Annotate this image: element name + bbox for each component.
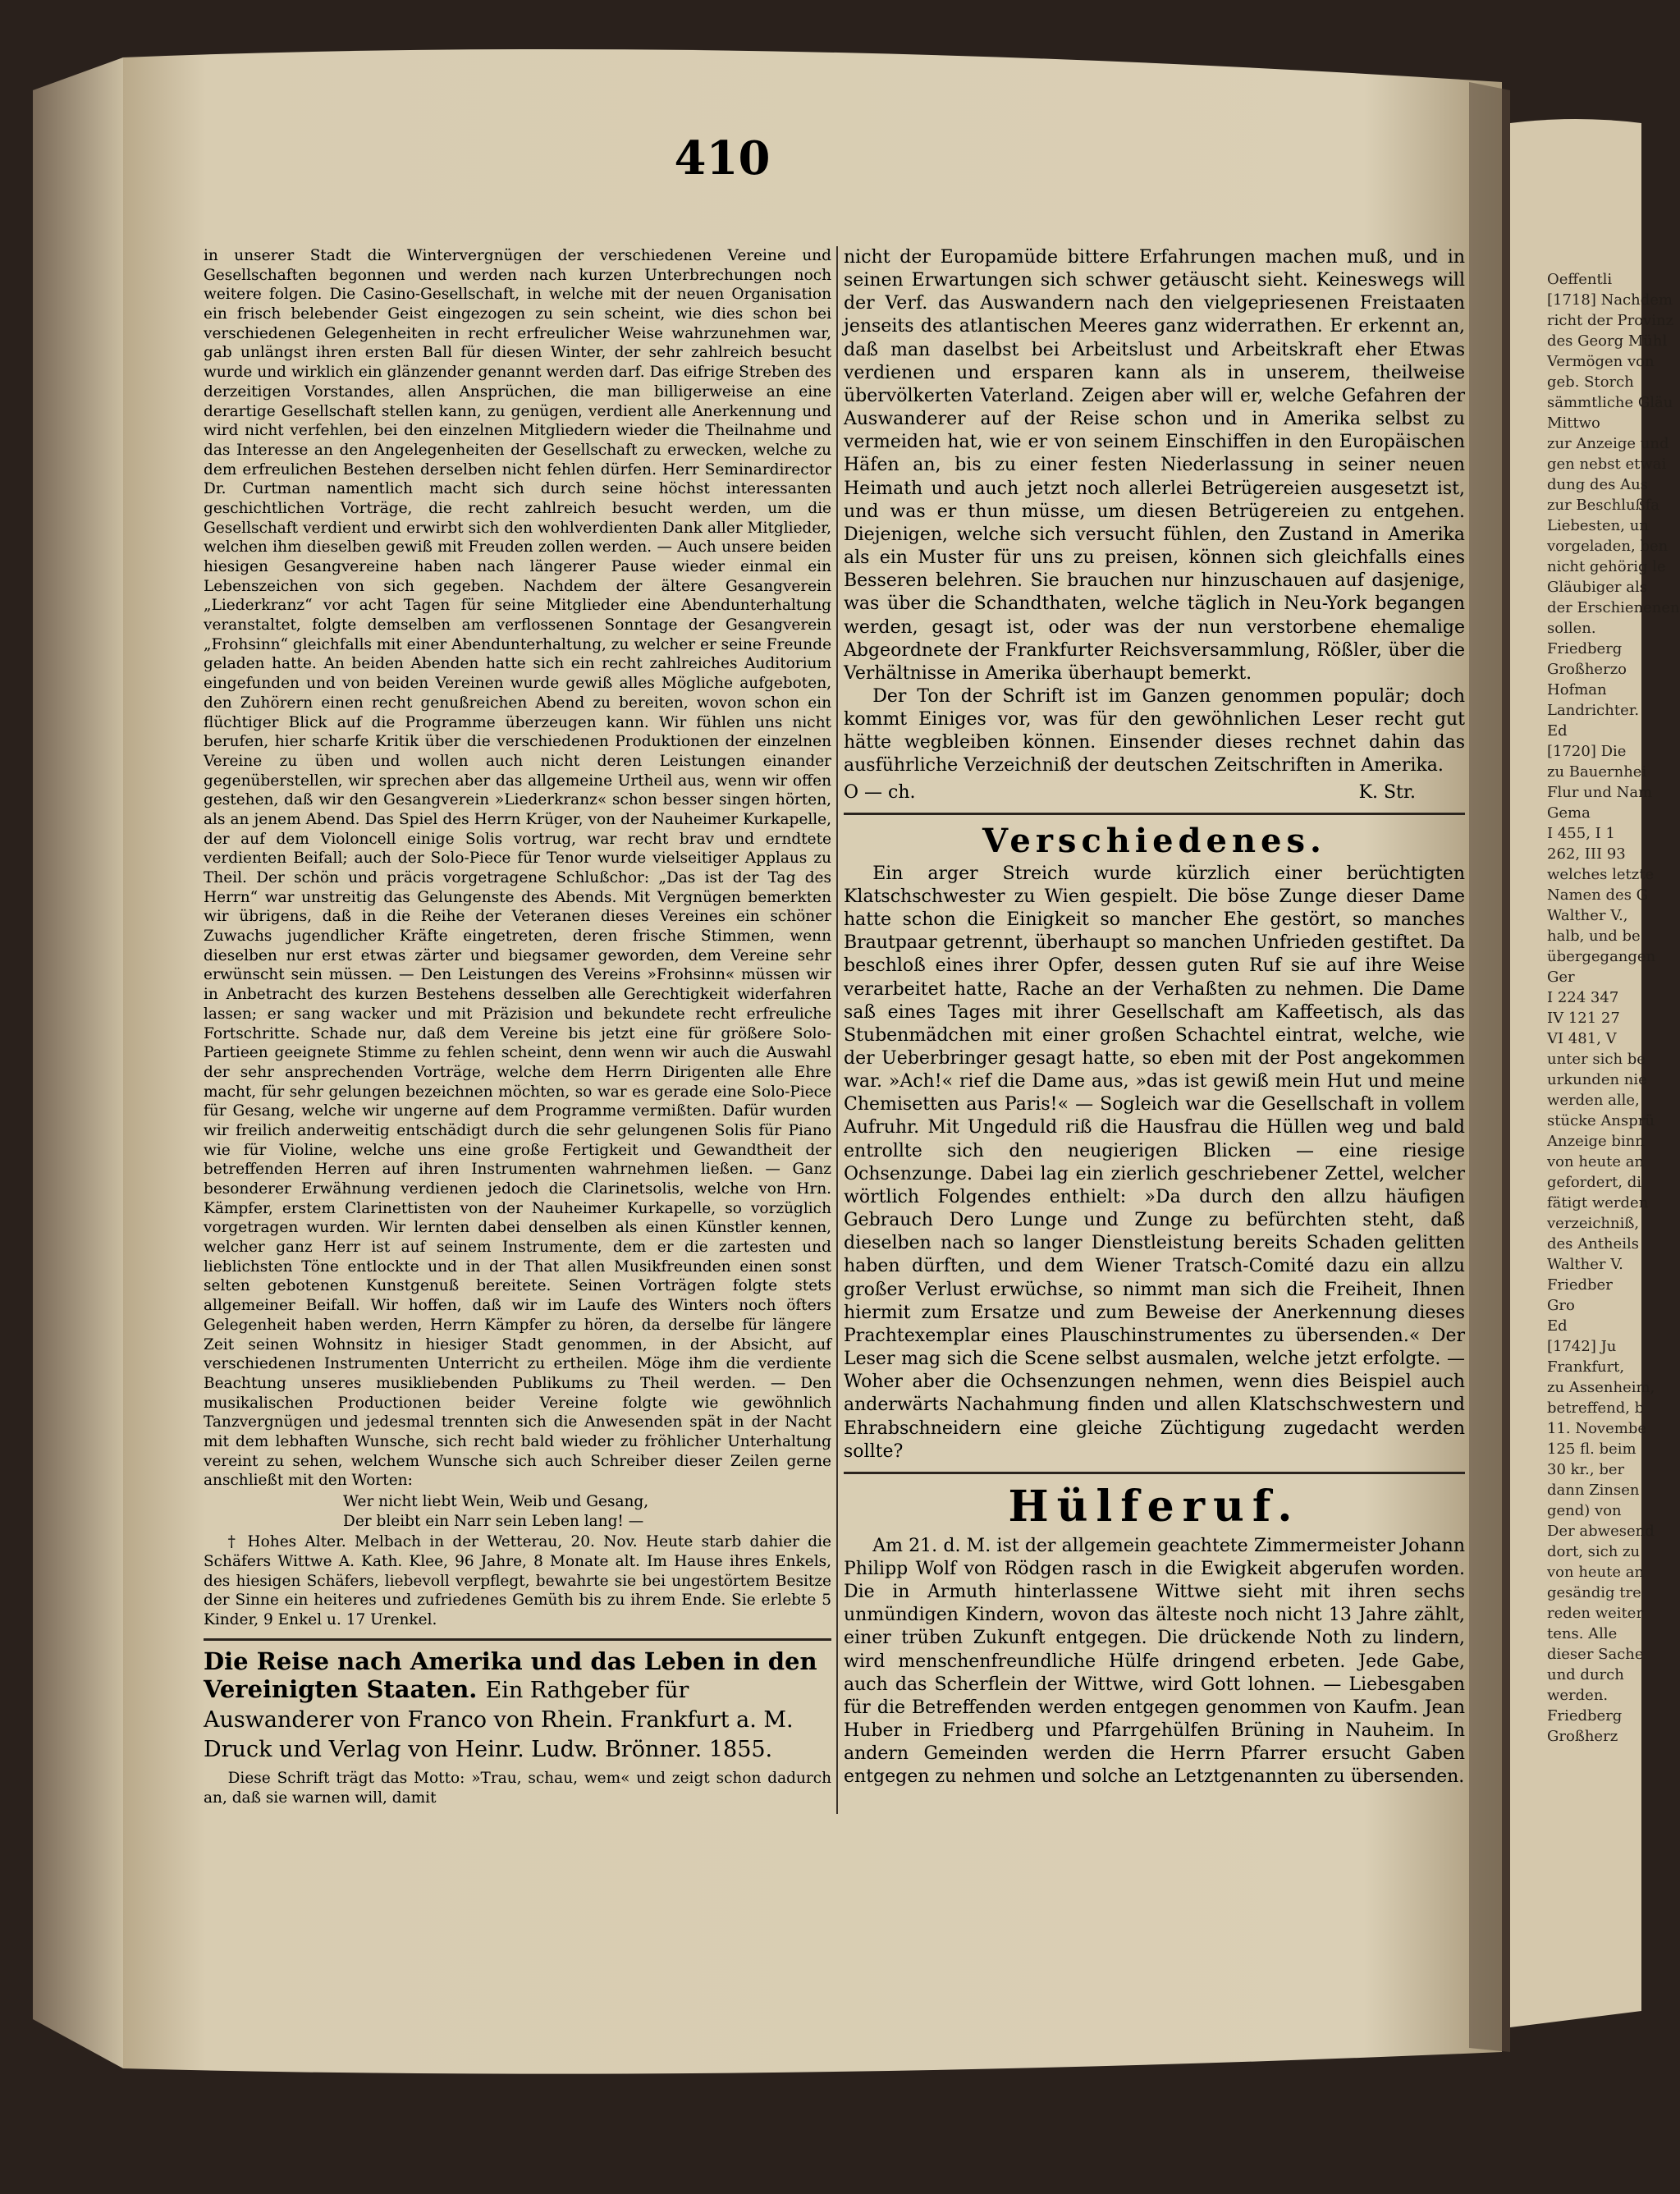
article-paragraph: in unserer Stadt die Wintervergnügen der verschiedenen Vereine und Gesellschaften begonnen und werden nach kurzen Unterbrechungen noch weitere folgen. Die Casino-Gesellschaft, in welche mit der neuen Organisation ein frisch belebender Geist eingezogen zu sein scheint, wie dies schon bei verschiedenen Gelegenheiten in recht erfreulicher Weise wahrzunehmen war, gab unlängst ihren ersten Ball für diesen Winter, der sehr zahlreich besucht wurde und wirklich ein glänzender genannt werden darf. Das eifrige Streben des derzeitigen Vorstandes, allen Ansprüchen, die man billigerweise an eine derartige Gesellschaft stellen kann, zu genügen, verdient alle Anerkennung und wird nicht verfehlen, bei den einzelnen Mitgliedern wieder die Theilnahme und das Interesse an den Angelegenheiten der Gesellschaft zu erwecken, welche zu dem erfreulichen Bestehen derselben nicht fehlen dürfen. Herr Seminardirector Dr. Curtman namentlich macht sich durch seine höchst interessanten geschichtlichen Vorträge, die recht zahlreich besucht werden, um die Gesellschaft verdient und erwirbt sich den wohlverdienten Dank aller Mitglieder, welchen ihm dieselben gewiß mit Freuden zollen werden. — Auch unsere beiden hiesigen Gesangvereine haben nach längerer Pause wieder einmal ein Lebenszeichen von sich gegeben. Nachdem der ältere Gesangverein „Liederkranz“ vor acht Tagen für seine Mitglieder eine Abendunterhaltung veranstaltet, folgte demselben am verflossenen Sonntage der Gesangverein „Frohsinn“ gleichfalls mit einer Abendunterhaltung, zu welcher er seine Freunde geladen hatte. An beiden Abenden hatte sich ein recht zahlreiches Auditorium eingefunden und von beiden Vereinen wurde gewiß alles Mögliche aufgeboten, den Zuhörern einen recht genußreichen Abend zu bereiten, wovon schon ein flüchtiger Blick auf die Programme überzeugen kann. Wir fühlen uns nicht berufen, hier scharfe Kritik über die verschiedenen Produktionen der einzelnen Vereine zu üben und wollen auch nicht deren Leistungen einander gegenüberstellen, wir sprechen aber das allgemeine Urtheil aus, wenn wir offen gestehen, daß wir den Gesangverein »Liederkranz« schon besser singen hörten, als an jenem Abend. Das Spiel des Herrn Krüger, von der Nauheimer Kurkapelle, der auf dem Violoncell einige Solis vortrug, war recht brav und erndtete verdienten Beifall; auch der Solo-Piece für Tenor wurde vielseitiger Applaus zu Theil. Der schön und präcis vorgetragene Schlußchor: „Das ist der Tag des Herrn“ war unstreitig das Gelungenste des Abends. Mit Vergnügen bemerkten wir übrigens, daß in die Reihe der Veteranen dieses Vereines ein schöner Zuwachs jugendlicher Kräfte eingetreten, deren frische Stimmen, wenn dieselben nur erst etwas zärter und biegsamer geworden, dem Vereine sehr erwünscht sein müssen. — Den Leistungen des Vereins »Frohsinn« müssen wir in Anbetracht des kurzen Bestehens desselben alle Gerechtigkeit widerfahren lassen; er sang wacker und mit Präzision und bekundete recht erfreuliche Fortschritte. Schade nur, daß dem Vereine bis jetzt eine für größere Solo-Partieen geeignete Stimme zu fehlen scheint, denn wenn wir auch die Auswahl der sehr ansprechenden Vorträge, welche dem Herrn Dirigenten alle Ehre macht, für sehr gelungen bezeichnen möchten, so war es gerade eine Solo-Piece für Gesang, welche wir ungerne auf dem Programme vermißten. Dafür wurden wir freilich anderweitig entschädigt durch die sehr gelungenen Solis für Piano wie für Violine, welche uns eine große Fertigkeit und Gewandtheit der betreffenden Herren auf ihren Instrumenten wahrnehmen ließen. — Ganz besonderer Erwähnung verdienen jedoch die Clarinetsolis, welche von Hrn. Kämpfer, erstem Clarinettisten von der Nauheimer Kurkapelle, so vorzüglich vorgetragen wurden. Wir lernten dabei denselben als einen Künstler kennen, welcher ganz Herr ist auf seinem Instrumente, dem er die zartesten und lieblichsten Töne entlockte und in der That allen Musikfreunden einen sonst selten gebotenen Kunstgenuß bereitete. Seinen Vorträgen folgte stets allgemeiner Beifall. Wir hoffen, daß wir im Laufe des Winters noch öfters Gelegenheit haben werden, Herrn Kämpfer zu hören, da derselbe für längere Zeit seinen Wohnsitz in hiesiger Stadt genommen, in der Absicht, auf verschiedenen Instrumenten Unterricht zu ertheilen. Möge ihm die verdiente Beachtung unseres musikliebenden Publikums zu Theil werden. — Den musikalischen Productionen beider Vereine folgte wie gewöhnlich Tanzvergnügen und jedesmal trennten sich die Anwesenden spät in der Nacht mit dem lebhaften Wunsche, sich recht bald wieder zu fröhlicher Unterhaltung vereint zu sehen, welchem Wunsche sich auch Schreiber dieser Zeilen gerne anschließt mit den Worten: [204,247,832,1490]
next-page-line: gesändig tre [1547,1584,1641,1601]
next-page-line: reden weiter [1547,1605,1644,1622]
book-publication-info: Ein Rathgeber für Auswanderer von Franco von Rhein. Frankfurt a. M. Druck und Verlag von Heinr. Ludw. Brönner. 1855. [204,1677,794,1762]
next-page-line: halb, und be [1547,928,1641,945]
next-page-line: gen nebst etwai [1547,456,1667,473]
next-page-line: [1742] Ju [1547,1338,1617,1355]
next-page-line: welches letzte [1547,866,1655,883]
next-page-line: Liebesten, un [1547,517,1649,534]
next-page-line: I 455, I 1 [1547,825,1615,842]
next-page-line: Anzeige binn [1547,1133,1645,1150]
next-page-line: des Antheils [1547,1235,1639,1253]
next-page-line: 262, III 93 [1547,845,1626,863]
poem [204,1492,831,1531]
heading-miscellaneous: Verschiedenes. [982,821,1326,860]
next-page-line: Gema [1547,804,1591,822]
next-page-line: des Georg Mühl [1547,332,1668,350]
obituary-notice: † Hohes Alter. Melbach in der Wetterau, 20. Nov. Heute starb dahier die Schäfers Wittwe A. Kath. Klee, 96 Jahre, 8 Monate alt. Im Hause ihres Enkels, des hiesigen Schäfers, liebevoll verpflegt, bewahrte sie bei ungestörtem Besitze der Sinne ein heiteres und zufriedenes Gemüth bis zu ihrem Ende. Sie erlebte 5 Kinder, 9 Enkel u. 17 Urenkel. [204,1533,831,1629]
heading-call-for-help: Hülferuf. [1008,1481,1301,1532]
next-page-line: Walther V., [1547,907,1628,924]
next-page-line: sämmtliche Gläu [1547,394,1673,411]
page-number: 410 [674,131,771,186]
next-page-line: dort, sich zu [1547,1543,1641,1560]
next-page-line: tens. Alle [1547,1625,1618,1642]
next-page-line: stücke Ansprü [1547,1112,1655,1129]
next-page-line: und durch [1547,1666,1624,1683]
next-page-line: Frankfurt, [1547,1358,1625,1376]
next-page-line: Friedberg [1547,1707,1623,1725]
next-page-line: gefordert, di [1547,1174,1642,1191]
column-divider [836,246,838,1814]
next-page-line: werden. [1547,1687,1609,1704]
next-page-line: [1720] Die [1547,743,1627,760]
next-page-line: Friedberg [1547,640,1623,657]
poem-line-1: Wer nicht liebt Wein, Weib und Gesang, [343,1493,649,1510]
right-column [844,246,1465,1789]
section-rule [204,1638,831,1641]
review-text-continued: nicht der Europamüde bittere Erfahrungen machen muß, und in seinen Erwartungen sich schwer getäuscht sieht. Keineswegs will der Verf. das Auswandern nach den vielgepriesenen Freistaaten jenseits des atlantischen Meeres ganz widerrathen. Er erkennt an, daß man daselbst bei Arbeitslust und Arbeitskraft eher Etwas verdienen und ersparen kann als in unserem, theilweise übervölkerten Vaterland. Zeigen aber will er, welche Gefahren der Auswanderer auf der Reise schon und in Amerika selbst zu vermeiden hat, wie er von seinem Einschiffen in den Europäischen Häfen an, bis zu einer festen Niederlassung in seiner neuen Heimath und auch jetzt noch allerlei Betrügereien ausgesetzt ist, und was er thun müsse, um diesen Betrügereien zu entgehen. Diejenigen, welche sich versucht fühlen, den Zustand in Amerika als ein Muster für uns zu preisen, können sich gleichfalls eines Besseren belehren. Sie brauchen nur hinzuschauen auf dasjenige, was über die Schandthaten, welche täglich in Neu-York begangen werden, gesagt ist, oder was der nun verstorbene ehemalige Abgeordnete der Frankfurter Reichsversammlung, Rößler, über die Verhältnisse in Amerika überhaupt bemerkt. [844,247,1465,684]
next-page-line: werden alle, [1547,1092,1640,1109]
next-page-line: Flur und Nam [1547,784,1653,801]
next-page-line: 11. Novembe [1547,1420,1646,1437]
poem-line-2: Der bleibt ein Narr sein Leben lang! — [343,1512,644,1530]
review-signatures [844,781,1465,804]
next-page-line: Ed [1547,1317,1568,1335]
next-page-line: geb. Storch [1547,373,1634,391]
next-page-line: Gläubiger als [1547,579,1647,596]
next-page-line: Namen des G [1547,886,1649,904]
signature-left: O — ch. [844,781,916,803]
next-page-line: von heute an [1547,1564,1645,1581]
next-page-line: IV 121 27 [1547,1010,1620,1027]
next-page-line: I 224 347 [1547,989,1619,1006]
next-page-line: zur Anzeige und [1547,435,1669,452]
book-review-header [204,1647,831,1764]
next-page-line: unter sich be [1547,1051,1646,1068]
next-page-line: übergegangen [1547,948,1656,965]
next-page-line: 30 kr., ber [1547,1461,1625,1478]
next-page-line: dieser Sache [1547,1646,1644,1663]
next-page-line: von heute an [1547,1153,1645,1170]
next-page-line: Der abwesend [1547,1523,1655,1540]
next-page-line: Gro [1547,1297,1575,1314]
next-page-line: Vermögen von [1547,353,1655,370]
next-page-line: Walther V. [1547,1256,1623,1273]
next-page-line: fätigt werden [1547,1194,1649,1212]
next-page-line: [1718] Nachdem [1547,291,1673,309]
book-title: Die Reise nach Amerika und das Leben in den Vereinigten Staaten. [204,1647,817,1703]
next-page-line: urkunden nie [1547,1071,1647,1088]
gutter-shadow [1469,82,1510,2052]
next-page-line: zur Beschlußfa [1547,497,1659,514]
next-page-line: Landrichter. [1547,702,1640,719]
next-page-line: nicht gehörig le [1547,558,1666,575]
next-page-line: Ed [1547,722,1568,740]
section-rule [844,1472,1465,1474]
next-page-line: zu Assenheim, [1547,1379,1655,1396]
next-page-line: gend) von [1547,1502,1622,1519]
next-page-line: richt der Provinz [1547,312,1674,329]
left-page-edges [33,57,123,2068]
next-page-line: Großherzo [1547,661,1627,678]
next-page-line: Ger [1547,969,1575,986]
next-page-line: zu Bauernhei [1547,763,1647,781]
review-closing: Der Ton der Schrift ist im Ganzen genommen populär; doch kommt Einiges vor, was für den gewöhnlichen Leser recht gut hätte wegbleiben können. Einsender dieses rechnet dahin das ausführliche Verzeichniß der deutschen Zeitschriften in Amerika. [844,685,1465,776]
miscellaneous-text: Ein arger Streich wurde kürzlich einer berüchtigten Klatschschwester zu Wien gespielt. Die böse Zunge dieser Dame hatte schon die Einigkeit so mancher Ehe gestört, so manches Brautpaar getrennt, überhaupt so manchen Unfrieden gestiftet. Da beschloß eines ihrer Opfer, dessen guten Ruf sie auf ihre Weise verarbeitet hatte, Rache an der Verhaßten zu nehmen. Die Dame saß eines Tages mit ihrer Gesellschaft am Kaffeetisch, als das Stubenmädchen mit einer großen Schachtel eintrat, welche, wie der Ueberbringer gesagt hatte, so eben mit der Post angekommen war. »Ach!« rief die Dame aus, »das ist gewiß mein Hut und meine Chemisetten aus Paris!« — Sogleich war die Gesellschaft in vollem Aufruhr. Mit Ungeduld riß die Hausfrau die Hüllen weg und bald entrollte sich den neugierigen Blicken — eine riesige Ochsenzunge. Dabei lag ein zierlich geschriebener Zettel, welcher wörtlich Folgendes enthielt: »Da durch den allzu häufigen Gebrauch Dero Lunge und Zunge zu befürchten steht, daß dieselben nach so langer Dienstleistung bereits Schaden gelitten haben dürften, und dem Wiener Tratsch-Comité dazu ein allzu großer Verlust erwüchse, so nimmt man sich die Freiheit, Ihnen hiermit zum Ersatze und zum Beweise der Anerkennung dieses Prachtexemplar eines Plauschinstrumentes zu übersenden.« Der Leser mag sich die Scene selbst ausmalen, welche jetzt erfolgte. — Woher aber die Ochsenzungen nehmen, wenn dies Beispiel auch anderwärts Nachahmung finden und allen Klatschschwestern und Ehrabschneidern eine gleiche Züchtigung zugedacht werden sollte? [844,863,1465,1462]
section-rule [844,813,1465,815]
next-page-line: sollen. [1547,620,1596,637]
next-page-line: dann Zinsen [1547,1482,1640,1499]
next-page-line: Friedber [1547,1276,1613,1294]
next-page-line: Hofman [1547,681,1607,699]
next-page-line: vorgeladen, ben [1547,538,1669,555]
next-page-line: dung des Aus [1547,476,1648,493]
next-page-line: betreffend, b [1547,1399,1645,1417]
next-page-line: Großherz [1547,1728,1618,1745]
left-column [204,246,831,1807]
signature-right: K. Str. [1358,781,1416,803]
next-page-line: der Erschienenen [1547,599,1680,616]
next-page-line: Mittwo [1547,415,1600,432]
next-page-line: 125 fl. beim [1547,1441,1637,1458]
next-page-line: verzeichniß, [1547,1215,1640,1232]
next-page-line: VI 481, V [1547,1030,1617,1047]
review-text-start: Diese Schrift trägt das Motto: »Trau, schau, wem« und zeigt schon dadurch an, daß sie warnen will, damit [204,1769,831,1807]
next-page-line: Oeffentli [1547,271,1613,288]
call-for-help-text: Am 21. d. M. ist der allgemein geachtete Zimmermeister Johann Philipp Wolf von Rödgen rasch in die Ewigkeit abgerufen worden. Die in Armuth hinterlassene Wittwe sieht mit ihren sechs unmündigen Kindern, wovon das älteste noch nicht 13 Jahre zählt, einer trüben Zukunft entgegen. Die drückende Noth zu lindern, wird menschenfreundliche Hülfe dringend erbeten. Jede Gabe, auch das Scherflein der Wittwe, wird Gott lohnen. — Liebesgaben für die Betreffenden werden entgegen genommen von Kaufm. Jean Huber in Friedberg und Pfarrgehülfen Brüning in Nauheim. In andern Gemeinden werden die Herrn Pfarrer ersucht Gaben entgegen zu nehmen und solche an Letztgenannten zu übersenden. [844,1535,1465,1788]
